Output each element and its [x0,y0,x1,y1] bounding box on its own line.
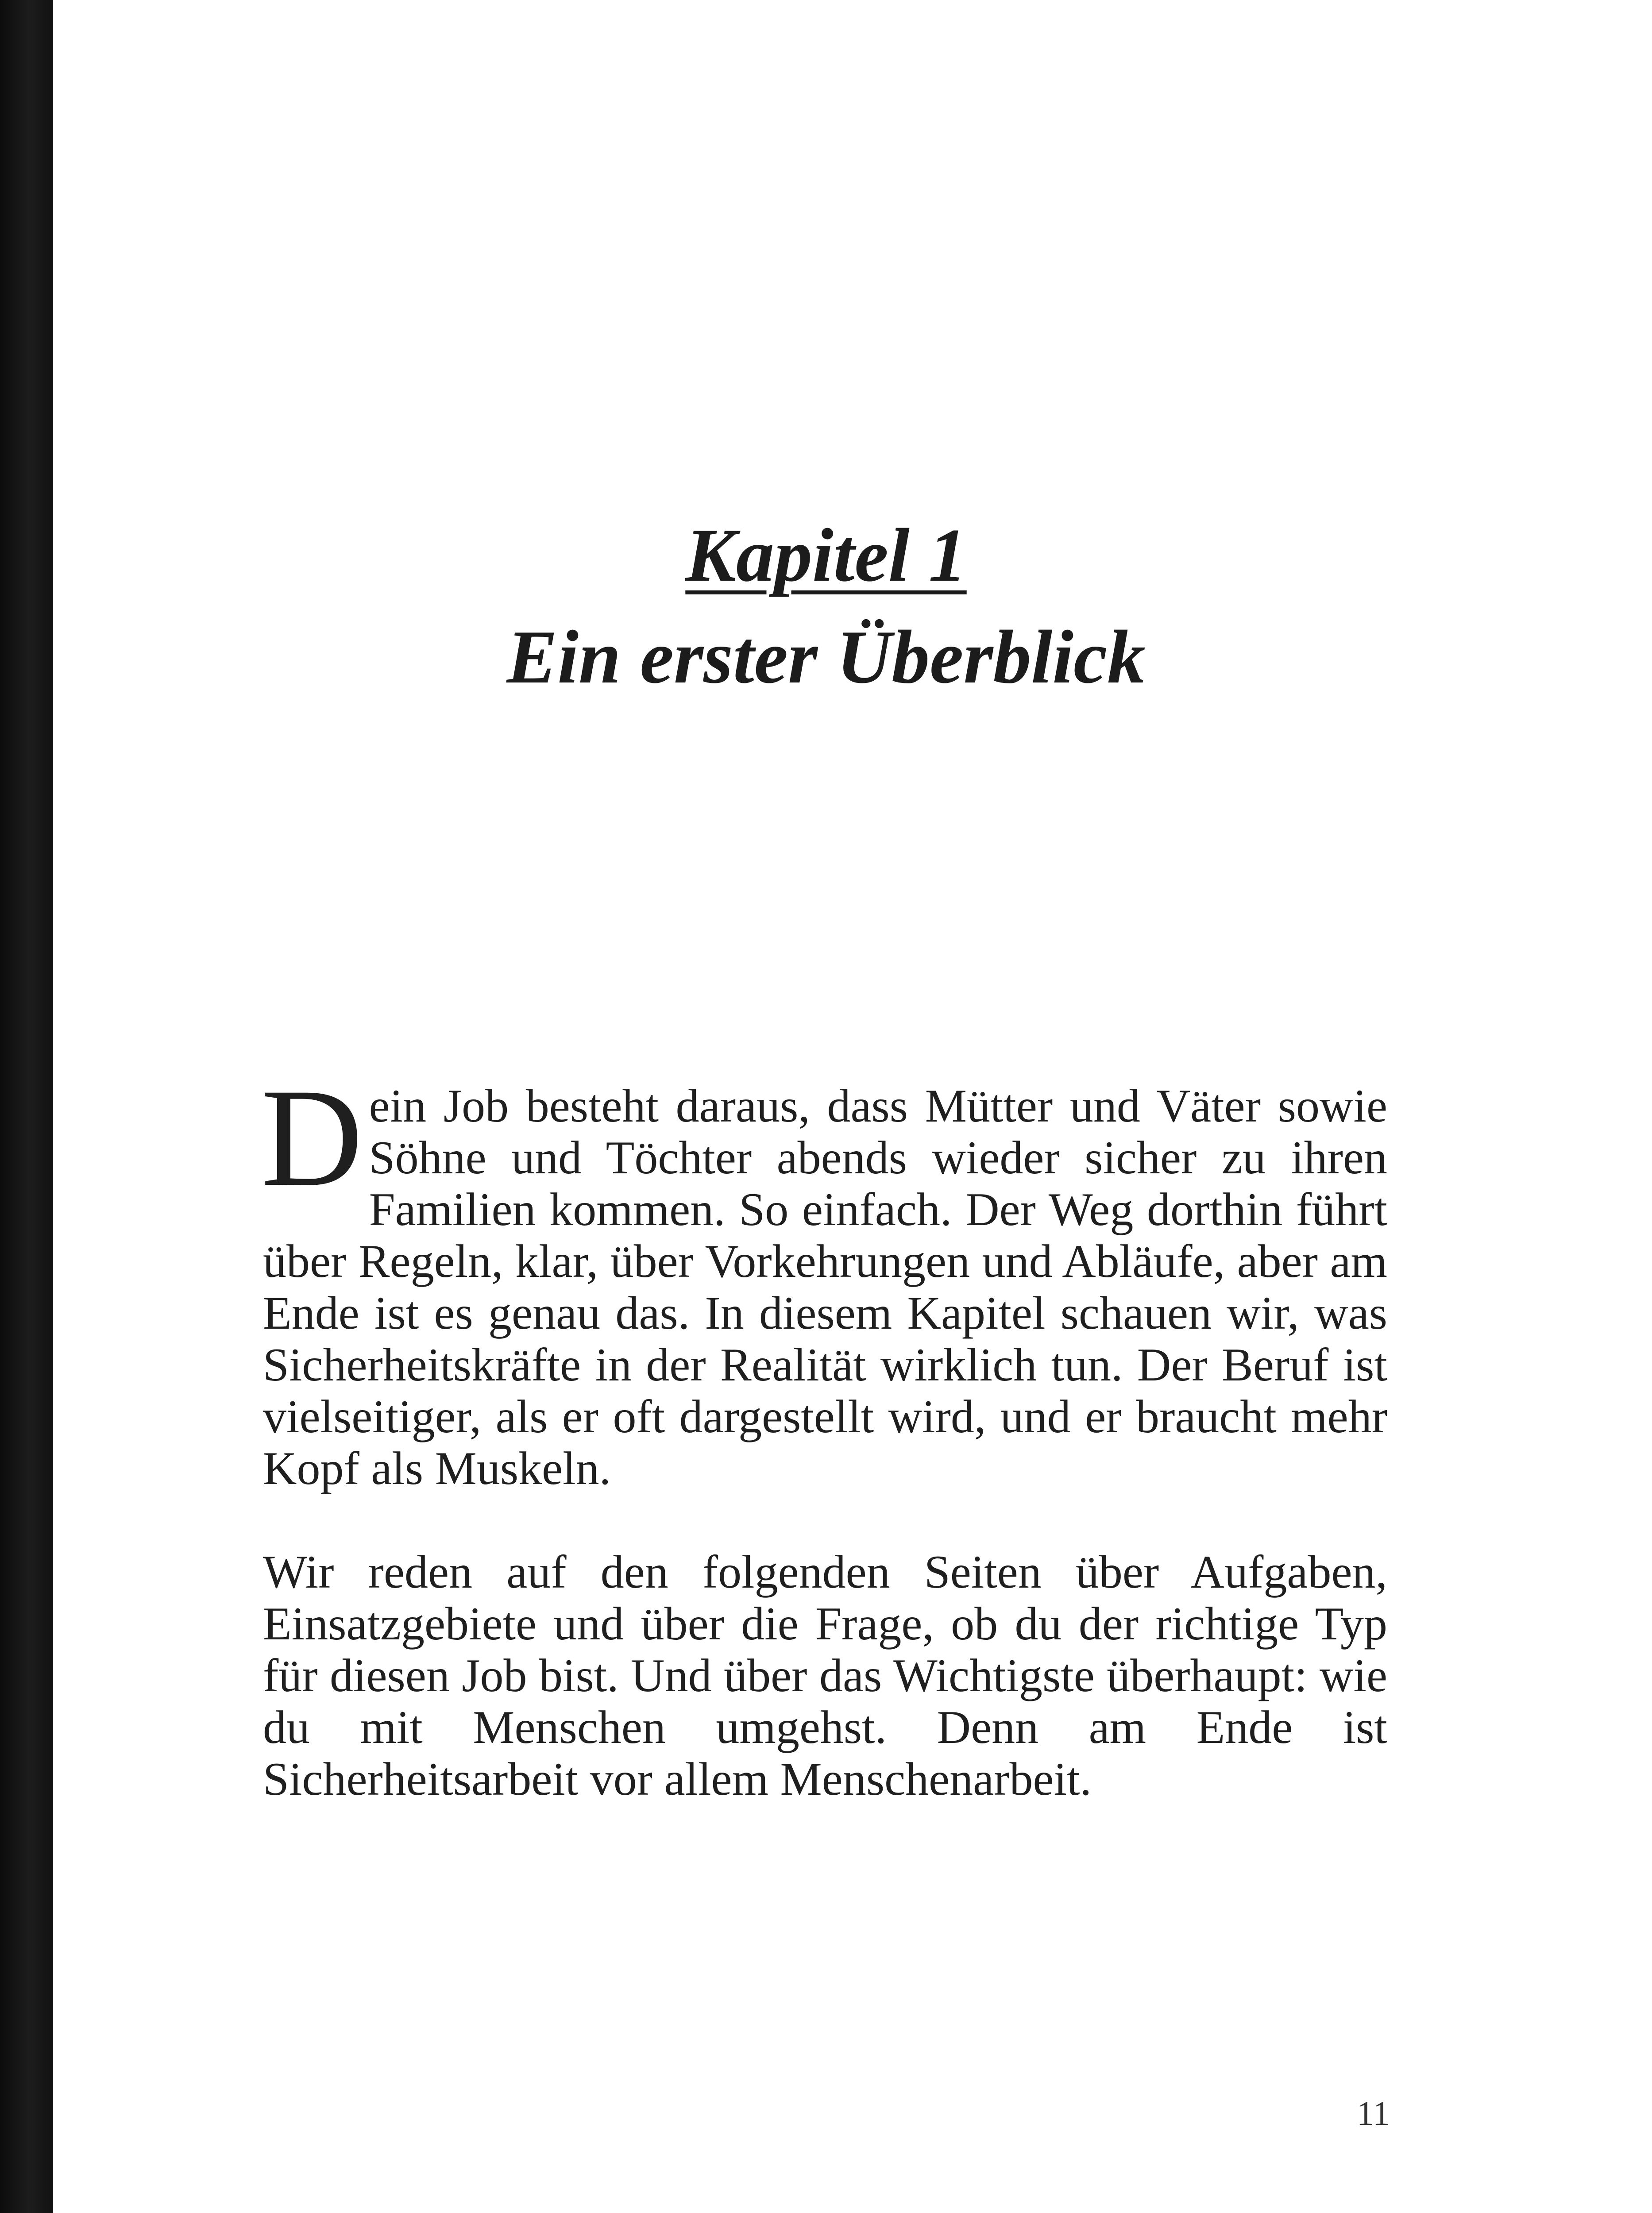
body-paragraph-1-text: ein Job besteht daraus, dass Mütter und Väter sowie Söhne und Töchter abends wieder sicher zu ihren Familien kommen. So einfach. Der Weg dorthin führt über Regeln, klar, über Vorkehrungen und Abläufe, aber am Ende ist es genau das. In diesem Kapitel schauen wir, was Sicherheitskräfte in der Realität wirklich tun. Der Beruf ist vielseitiger, als er oft dargestellt wird, und er braucht mehr Kopf als Muskeln. [263,1080,1387,1494]
body-paragraph-1 [261,1060,1387,1494]
chapter-number: Kapitel 1 [685,513,967,598]
body-paragraph-2: Wir reden auf den folgenden Seiten über Aufgaben, Einsatzgebiete und über die Frage, ob du der richtige Typ für diesen Job bist. Und über das Wichtigste überhaupt: wie du mit Menschen umgehst. Denn am Ende ist Sicherheitsarbeit vor allem Menschenarbeit. [263,1546,1387,1805]
chapter-title: Ein erster Überblick [506,615,1146,699]
chapter-body [261,1060,1387,1805]
chapter-heading [0,505,1652,708]
page-number: 11 [1356,2094,1390,2132]
drop-cap: D [261,1060,363,1215]
book-spine-edge [0,0,53,2213]
